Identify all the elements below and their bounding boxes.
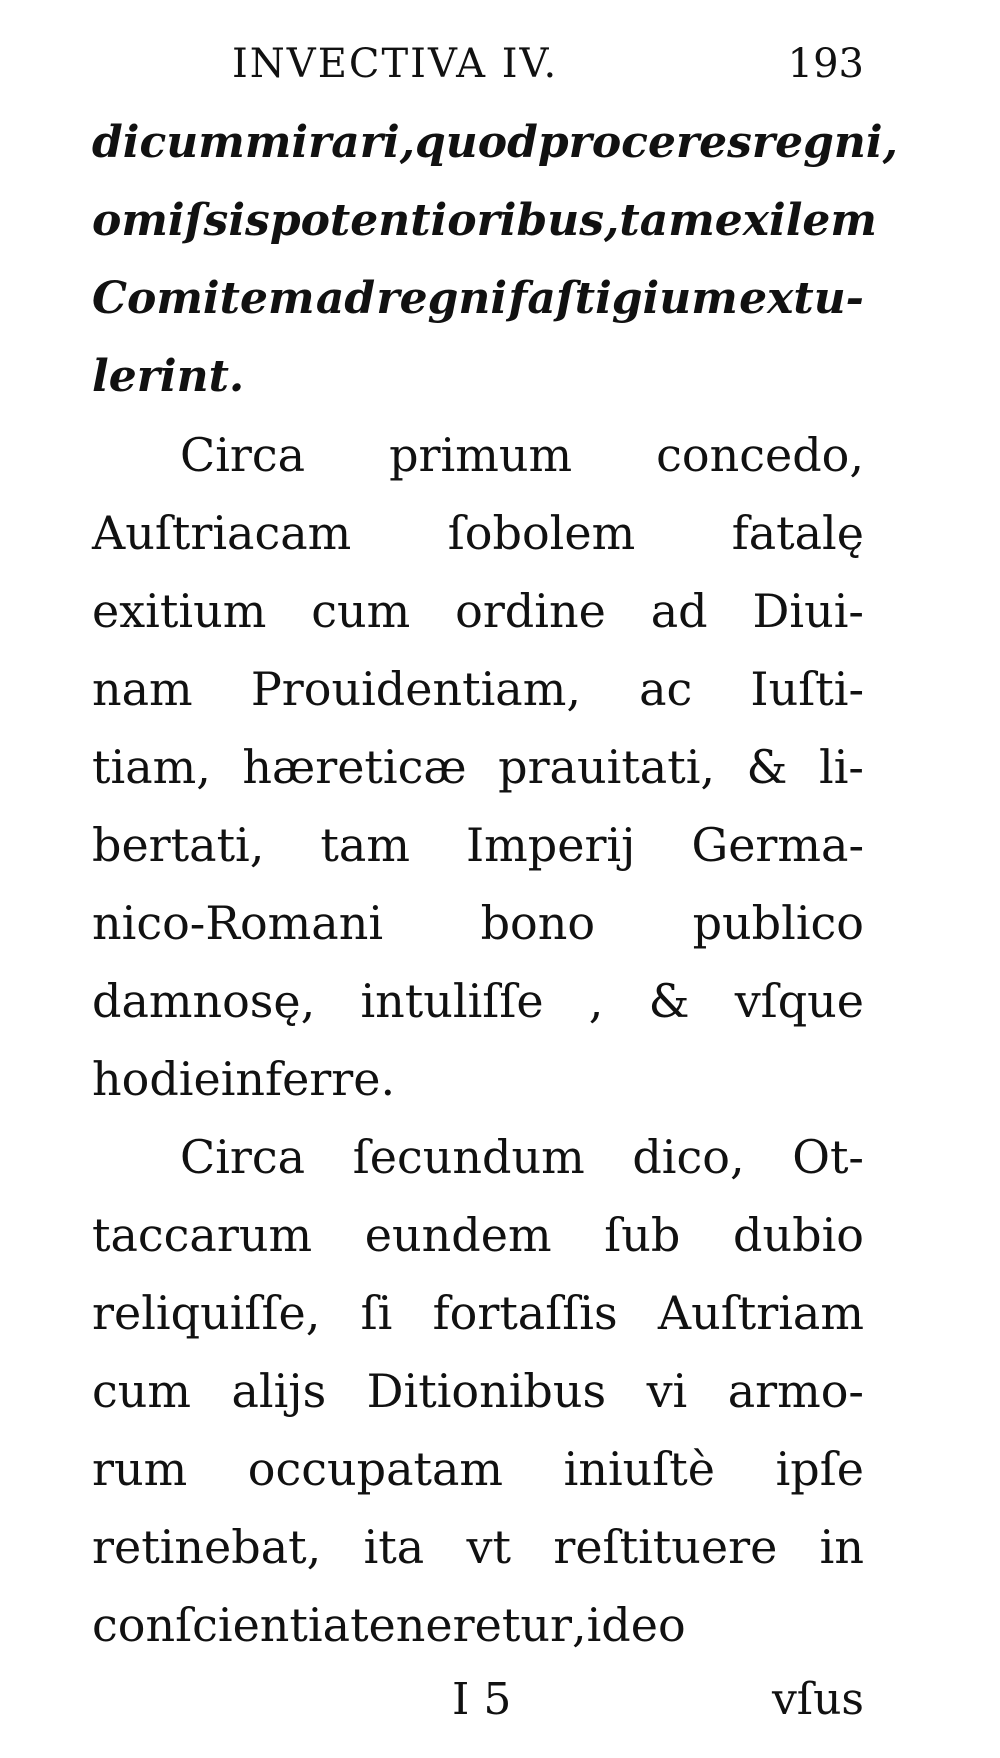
text-line [92, 806, 864, 884]
word: ad [315, 273, 376, 324]
page-footer [92, 1668, 864, 1758]
word: tam [619, 195, 715, 246]
word: ac [639, 662, 693, 716]
word: alijs [231, 1364, 327, 1418]
word: ſi [360, 1286, 393, 1340]
word: ipſe [775, 1442, 864, 1496]
word: vi [646, 1364, 688, 1418]
word: occupatam [247, 1442, 504, 1496]
word: armo- [727, 1364, 864, 1418]
word: rum [92, 1442, 188, 1496]
text-line [92, 728, 864, 806]
word: hæreticæ [242, 740, 467, 794]
word: teneretur [350, 1598, 572, 1652]
word: dicum [92, 117, 245, 168]
text-line [92, 1196, 864, 1274]
word: Germa- [691, 818, 864, 872]
paragraph [92, 416, 864, 1118]
page-header [92, 30, 864, 104]
text-line [92, 182, 877, 260]
word: taccarum [92, 1208, 313, 1262]
word: Ot- [792, 1130, 864, 1184]
text-line [92, 338, 864, 416]
text-line [92, 260, 864, 338]
page-number: 193 [787, 41, 864, 87]
word: nico-Romani [92, 896, 384, 950]
text-line [92, 650, 864, 728]
word: fortaſſis [432, 1286, 618, 1340]
word: iniuſtè [563, 1442, 716, 1496]
word: faſtigium [508, 273, 738, 324]
word: reſtituere [553, 1520, 778, 1574]
book-page [92, 30, 898, 1758]
word: ſobolem [447, 506, 636, 560]
text-line [92, 962, 864, 1040]
word: tiam, [92, 740, 211, 794]
word: bono [480, 896, 596, 950]
word: , [604, 195, 620, 246]
word: dubio [733, 1208, 864, 1262]
word: ordine [455, 584, 606, 638]
text-line [92, 1274, 864, 1352]
word: damnosę, [92, 974, 316, 1028]
text-line [92, 416, 864, 494]
word: cum [311, 584, 411, 638]
word: eundem [364, 1208, 552, 1262]
text-line [92, 104, 898, 182]
word: li- [818, 740, 864, 794]
word: ſub [604, 1208, 681, 1262]
word: exilem [714, 195, 877, 246]
word: in [819, 1520, 864, 1574]
text-line [92, 1508, 864, 1586]
text-line [92, 1352, 864, 1430]
word: Diui- [752, 584, 864, 638]
text-line [92, 1586, 864, 1664]
word: vt [466, 1520, 512, 1574]
word: concedo, [656, 428, 864, 482]
word: ideo [586, 1598, 686, 1652]
text-line [92, 884, 864, 962]
word: inferre. [220, 1052, 396, 1106]
word: fatalę [731, 506, 864, 560]
word: & [648, 974, 690, 1028]
word: proceres [537, 117, 752, 168]
word: exitium [92, 584, 267, 638]
body-text [92, 104, 898, 1664]
word: & [746, 740, 788, 794]
word: retinebat, [92, 1520, 322, 1574]
paragraph [92, 1118, 864, 1664]
word: tam [320, 818, 410, 872]
text-line [92, 1040, 864, 1118]
word: reliquiſſe, [92, 1286, 321, 1340]
word: ita [363, 1520, 425, 1574]
word: bertati, [92, 818, 265, 872]
word: mirari, [244, 117, 416, 168]
word: ad [650, 584, 708, 638]
word: regni [376, 273, 508, 324]
text-line [92, 1118, 864, 1196]
word: dico, [632, 1130, 745, 1184]
word: Auſtriacam [92, 506, 352, 560]
text-line [92, 572, 864, 650]
word: potentioribus [269, 195, 605, 246]
word: quod [415, 117, 538, 168]
word: hodie [92, 1052, 221, 1106]
word: lerint. [92, 351, 245, 402]
word: conſcientia [92, 1598, 351, 1652]
word: Iuſti- [750, 662, 864, 716]
catchword: vſus [771, 1674, 864, 1725]
word: cum [92, 1364, 192, 1418]
word: Circa [180, 428, 306, 482]
word: publico [692, 896, 864, 950]
word: Auſtriam [657, 1286, 864, 1340]
word: Imperij [465, 818, 636, 872]
paragraph [92, 104, 898, 416]
word: regni, [751, 117, 898, 168]
word: nam [92, 662, 193, 716]
word: , [588, 974, 604, 1028]
word: intuliſſe [360, 974, 544, 1028]
word: Comitem [92, 273, 315, 324]
word: Ditionibus [366, 1364, 607, 1418]
running-title: INVECTIVA IV. [232, 41, 559, 87]
word: Prouidentiam, [250, 662, 581, 716]
text-line [92, 494, 864, 572]
word: prauitati, [498, 740, 716, 794]
word: primum [389, 428, 573, 482]
word: , [571, 1598, 587, 1652]
word: Circa [180, 1130, 306, 1184]
word: vſque [734, 974, 864, 1028]
signature-mark: I 5 [452, 1674, 512, 1725]
word: ſecundum [352, 1130, 585, 1184]
text-line [92, 1430, 864, 1508]
word: extu- [739, 273, 864, 324]
word: omiſsis [92, 195, 270, 246]
